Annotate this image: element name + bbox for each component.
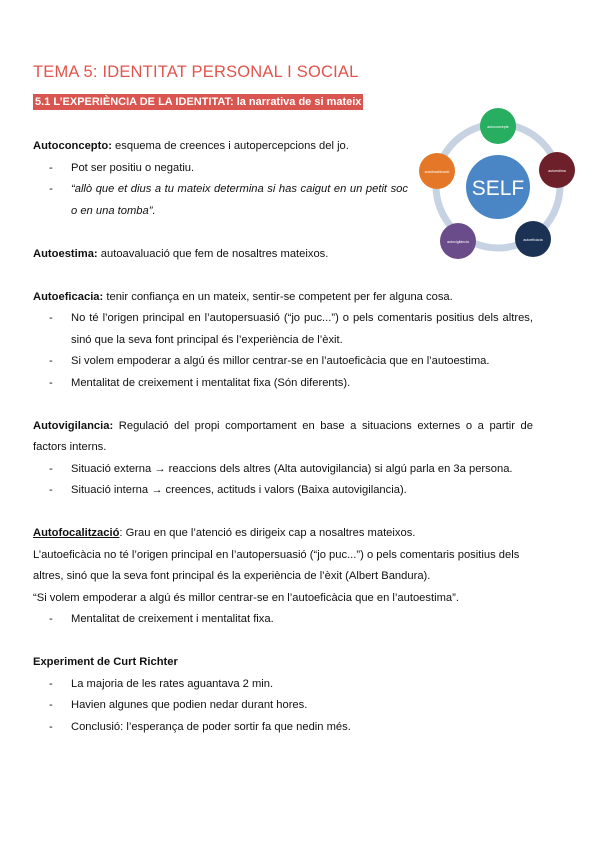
node-label: autoconcepte <box>487 125 509 129</box>
section-autovigilancia <box>33 416 533 502</box>
bullet: - Conclusió: l’esperança de poder sortir fa que nedin més. <box>33 717 533 739</box>
section-subtitle: 5.1 L’EXPERIÈNCIA DE LA IDENTITAT: la narrativa de si mateix <box>35 96 362 108</box>
section-autofocalitzacio <box>33 523 533 631</box>
section-autoconcepto <box>33 136 533 222</box>
bullet: - Mentalitat de creixement i mentalitat fixa. <box>33 609 533 631</box>
section-autoeficacia <box>33 287 533 395</box>
section-experiment <box>33 652 533 738</box>
paragraph: “Si volem empoderar a algú és millor centrar-se en l’autoeficàcia que en l’autoestima”. <box>33 591 459 604</box>
page-title: TEMA 5: IDENTITAT PERSONAL I SOCIAL <box>33 63 359 81</box>
self-center-label: SELF <box>471 177 525 200</box>
bullet: - Situació interna → creences, actituds i valors (Baixa autovigilancia). <box>33 480 533 502</box>
bullet: - La majoria de les rates aguantava 2 min. <box>33 674 533 696</box>
definition <box>33 287 533 309</box>
definition-text: : Grau en que l’atenció es dirigeix cap a nosaltres mateixos. <box>119 527 416 539</box>
node-label: autoestima <box>548 169 566 173</box>
bullet: - No té l’origen principal en l’autopersuasió (“jo puc...”) o pels comentaris positius dels altres, sinó que la seva font principal és l’experiència de l’èxit. <box>33 308 533 351</box>
definition-text: tenir confiança en un mateix, sentir-se competent per fer alguna cosa. <box>103 290 453 303</box>
term: Autofocalització <box>33 527 120 539</box>
section-autoestima <box>33 244 533 266</box>
definition <box>33 416 533 459</box>
bullet: - Havien algunes que podien nedar durant hores. <box>33 695 533 717</box>
definition <box>33 244 533 266</box>
bullet: - Mentalitat de creixement i mentalitat fixa (Són diferents). <box>33 373 533 395</box>
definition-text: autoavaluació que fem de nosaltres mateixos. <box>97 247 329 260</box>
definition-text: esquema de creences i autopercepcions del jo. <box>111 140 349 152</box>
node-autoestima <box>539 152 575 188</box>
document-body <box>33 136 533 738</box>
bullet: - Situació externa → reaccions dels altres (Alta autovigilancia) si algú parla en 3a persona. <box>33 459 533 481</box>
definition <box>33 523 533 545</box>
bullet-quote: - “allò que et dius a tu mateix determina si has caigut en un petit soc o en una tomba”. <box>33 179 408 222</box>
term: Autoestima: <box>33 247 98 260</box>
paragraph: L’autoeficàcia no té l’origen principal en l’autopersuasió (“jo puc...”) o pels comentaris positius dels altres, sinó que la seva font principal és la experiència de l’èxit (Albert Bandura). <box>33 548 520 582</box>
section-heading: Experiment de Curt Richter <box>33 656 178 668</box>
definition-text: Regulació del propi comportament en base a situacions externes o a partir de factors interns. <box>33 419 533 453</box>
term: Autoconcepto: <box>33 140 112 152</box>
term: Autovigilancia: <box>33 419 114 432</box>
node-label: autoeficàcia <box>523 238 543 242</box>
node-label: autovigilància <box>447 240 469 244</box>
bullet: - Pot ser positiu o negatiu. <box>33 158 408 180</box>
definition <box>33 136 408 158</box>
node-label: autofocalització <box>424 170 450 174</box>
term: Autoeficacia: <box>33 290 104 303</box>
bullet: - Si volem empoderar a algú és millor centrar-se en l’autoeficàcia que en l’autoestima. <box>33 351 533 373</box>
